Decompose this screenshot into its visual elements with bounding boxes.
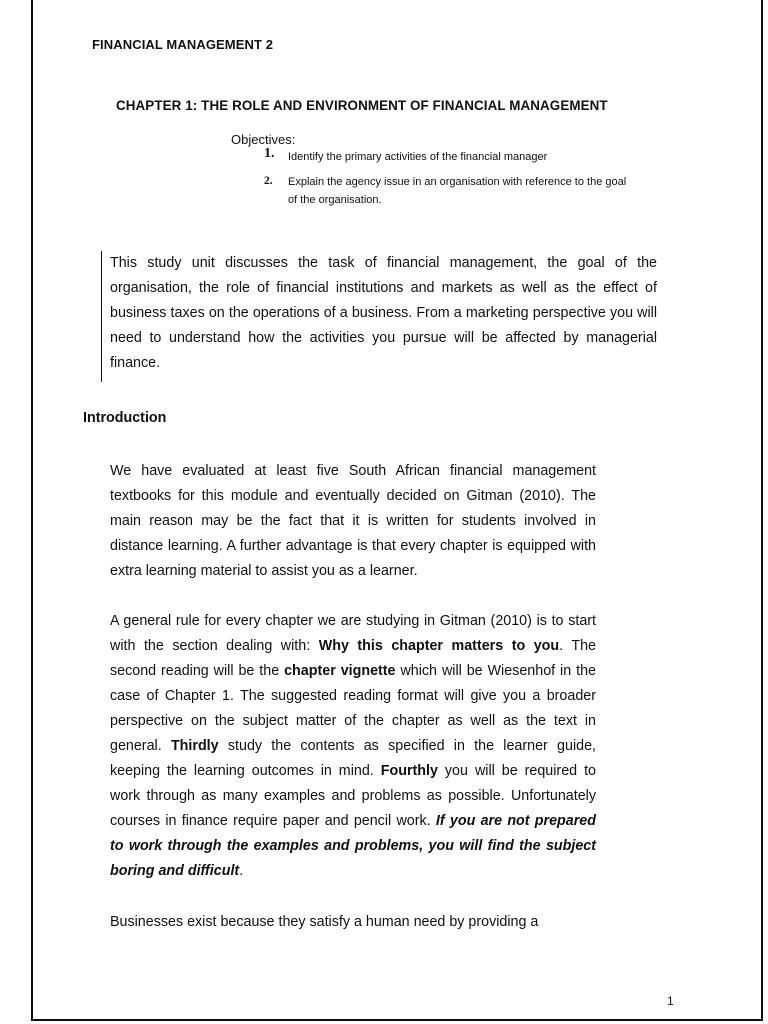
- emphasis-chapter-vignette: chapter vignette: [284, 663, 396, 679]
- text-run: .: [239, 863, 244, 879]
- course-title: FINANCIAL MANAGEMENT 2: [92, 37, 274, 52]
- objective-number: 2.: [264, 175, 273, 187]
- chapter-title: CHAPTER 1: THE ROLE AND ENVIRONMENT OF FINANCIAL MANAGEMENT: [116, 98, 608, 113]
- text-run: study the contents as specified in the learner guide, keeping the learning outcomes in mind.: [110, 738, 597, 779]
- emphasis-thirdly: Thirdly: [170, 738, 219, 754]
- introduction-heading: Introduction: [83, 410, 167, 426]
- objective-item: Explain the agency issue in an organisation with reference to the goal of the organisation.: [288, 176, 627, 206]
- intro-box-left-rule: [101, 251, 102, 382]
- emphasis-fourthly: Fourthly: [380, 763, 438, 779]
- text-run: A general rule for every chapter we are studying in Gitman (2010) is to start with the section dealing with:: [110, 613, 596, 654]
- page-number: 1: [667, 994, 674, 1008]
- objective-number: 1.: [264, 146, 275, 161]
- study-unit-summary: This study unit discusses the task of financial management, the goal of the organisation, the role of financial institutions and markets as well as the effect of business taxes on the operations of a business. From a marketing perspective you will need to understand how the activities you pursue will be affected by managerial finance.: [110, 255, 657, 371]
- introduction-paragraph-2: [110, 609, 596, 884]
- introduction-paragraph-1: We have evaluated at least five South African financial management textbooks for this module and eventually decided on Gitman (2010). The main reason may be the fact that it is written for students involved in distance learning. A further advantage is that every chapter is equipped with extra learning material to assist you as a learner.: [110, 463, 596, 579]
- introduction-paragraph-3: Businesses exist because they satisfy a human need by providing a: [110, 914, 539, 930]
- text-run: . The second reading will be the: [110, 638, 596, 679]
- emphasis-why-this-chapter: Why this chapter matters to you: [318, 638, 560, 654]
- text-run: you will be required to work through as many examples and problems as possible. Unfortunately courses in finance require paper and pencil work.: [110, 763, 596, 829]
- emphasis-warning: If you are not prepared to work through the examples and problems, you will find the subject boring and difficult: [110, 813, 596, 879]
- objective-item: Identify the primary activities of the financial manager: [288, 151, 548, 163]
- text-run: which will be Wiesenhof in the case of Chapter 1. The suggested reading format will give you a broader perspective on the subject matter of the chapter as well as the text in general.: [110, 663, 596, 754]
- objectives-label: Objectives:: [231, 132, 296, 147]
